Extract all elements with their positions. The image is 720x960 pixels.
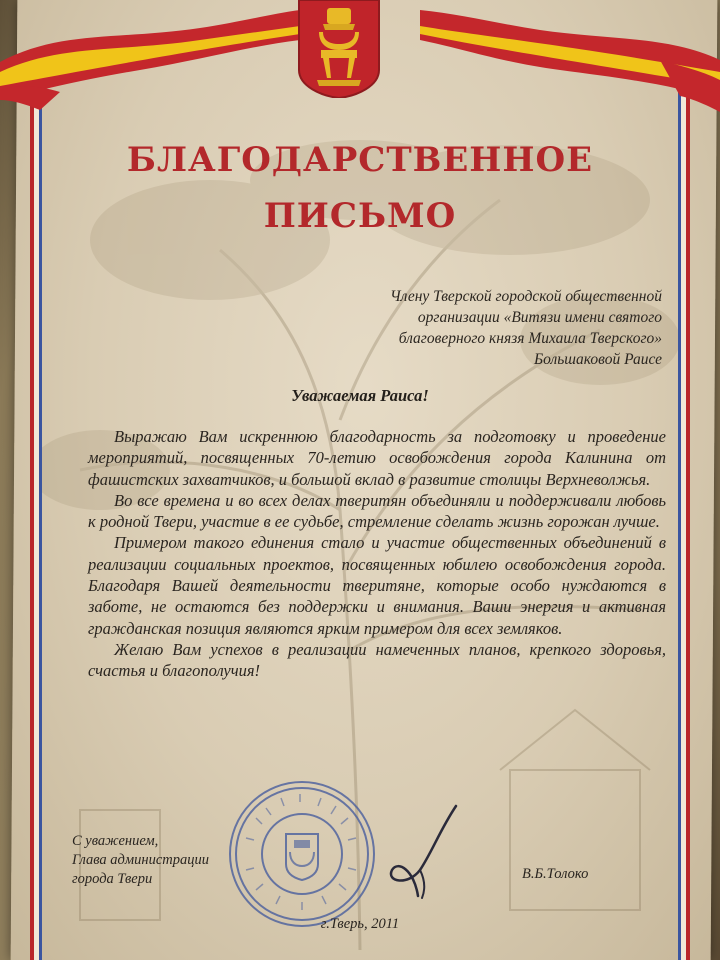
- body-paragraph: Выражаю Вам искреннюю благодарность за подготовку и проведение мероприятий, посвященных 70-летию освобождения города Калинина от фашистских захватчиков, и большой вклад в развитие столицы Верхневолжья.: [88, 427, 666, 489]
- signer-name: В.Б.Толоко: [522, 866, 589, 882]
- tver-coat-of-arms-icon: [297, 0, 381, 98]
- greeting: Уважаемая Раиса!: [291, 386, 429, 405]
- body-paragraph: Во все времена и во всех делах тверитян объединяли и поддерживали любовь к родной Твери, участие в ее судьбе, стремление сделать жизнь горожан лучше.: [88, 490, 666, 532]
- recipient-line: Члену Тверской городской общественной: [390, 288, 662, 305]
- signature-icon: [378, 800, 468, 900]
- place-date: г.Тверь, 2011: [320, 916, 400, 932]
- recipient-line: благоверного князя Михаила Тверского»: [398, 330, 662, 347]
- letter-body: [88, 426, 666, 682]
- letter-title-line1: БЛАГОДАРСТВЕННОЕ: [126, 140, 594, 180]
- closing-block: [72, 832, 209, 889]
- closing-line: Глава администрации: [72, 852, 209, 868]
- letter-title-line2: ПИСЬМО: [263, 196, 457, 236]
- recipient-line: организации «Витязи имени святого: [417, 309, 662, 326]
- recipient-line: Большаковой Раисе: [533, 351, 662, 368]
- recipient-block: [242, 286, 662, 370]
- closing-line: города Твери: [72, 871, 153, 887]
- official-stamp-icon: [226, 778, 378, 930]
- body-paragraph: Желаю Вам успехов в реализации намеченных планов, крепкого здоровья, счастья и благополучия!: [88, 639, 666, 681]
- body-paragraph: Примером такого единения стало и участие общественных объединений в реализации социальных проектов, посвященных юбилею освобождения города. Благодаря Вашей деятельности тверитяне, которые особо нуждаются в заботе, не остаются без поддержки и внимания. Ваши энергия и активная гражданская позиция являются ярким примером для всех земляков.: [88, 533, 666, 638]
- closing-line: С уважением,: [72, 833, 159, 849]
